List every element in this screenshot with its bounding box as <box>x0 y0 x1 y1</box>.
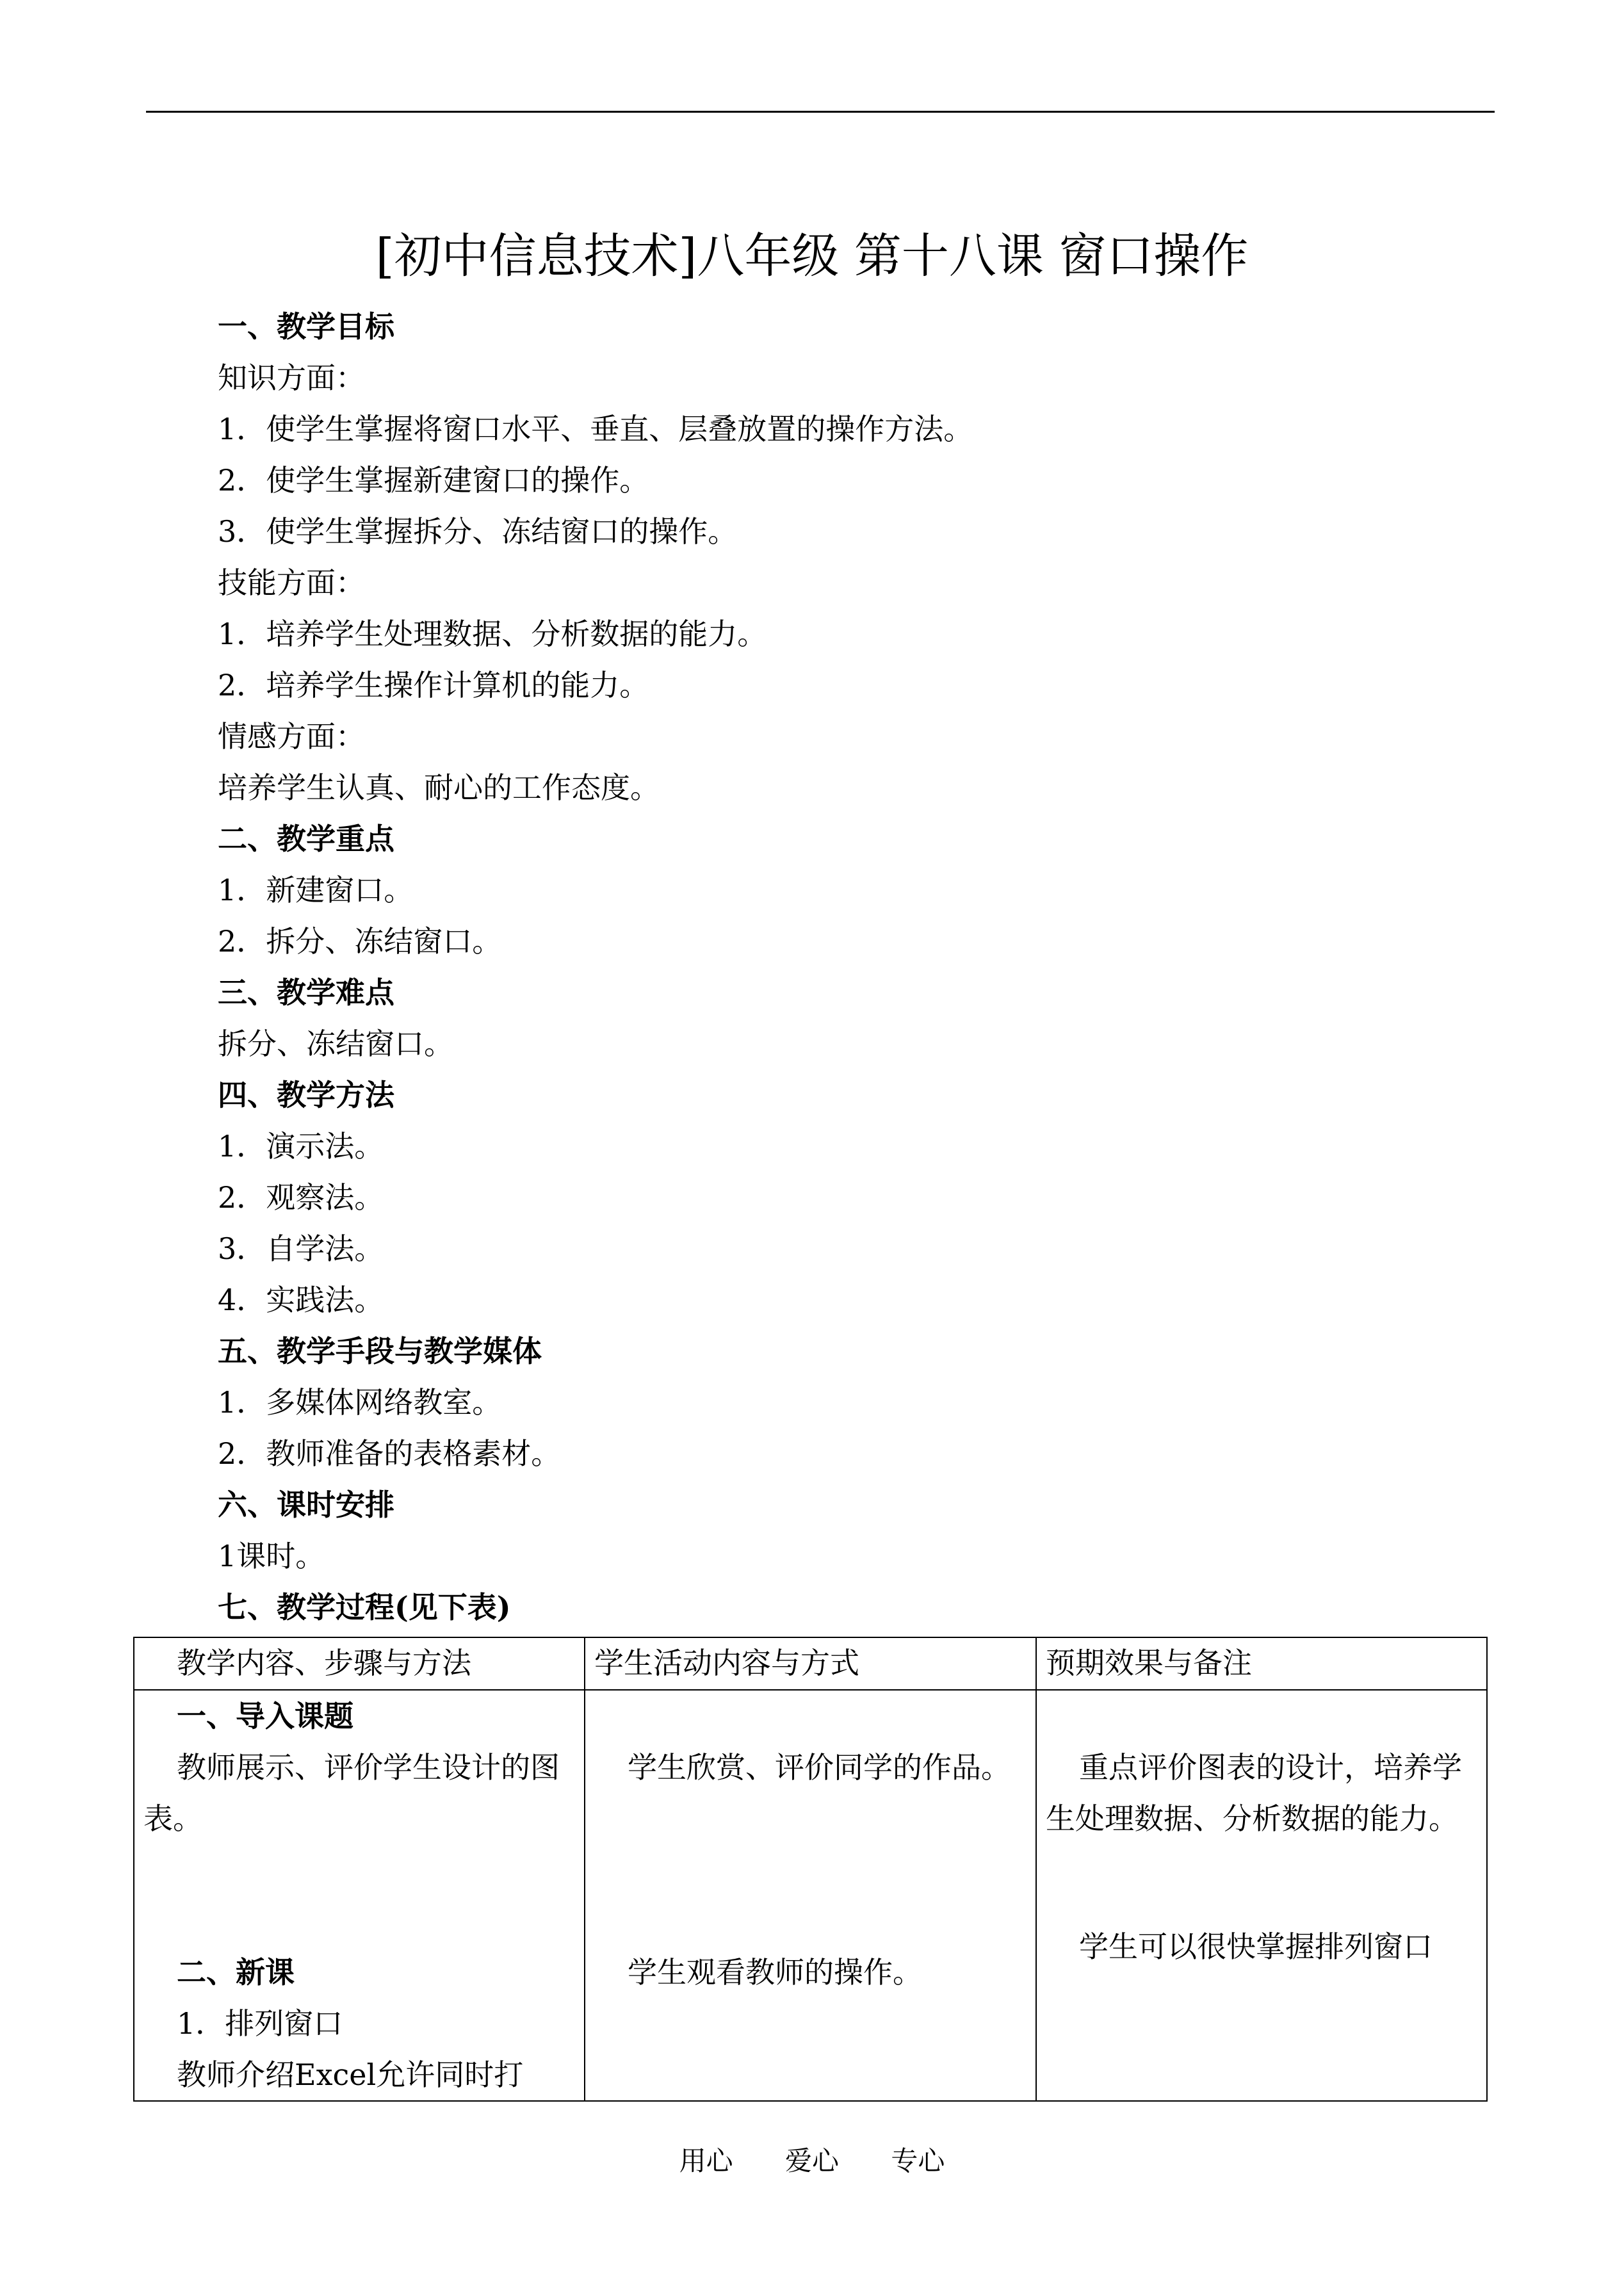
body-line: 4．实践法。 <box>218 1283 384 1317</box>
footer-word: 爱心 <box>784 2145 839 2177</box>
document-body <box>218 301 1498 1633</box>
cell-text: 重点评价图表的设计，培养学生处理数据、分析数据的能力。 <box>1046 1750 1462 1836</box>
body-line: 2．观察法。 <box>218 1180 384 1215</box>
cell-text: 学生欣赏、评价同学的作品。 <box>628 1750 1011 1785</box>
body-line: 2．教师准备的表格素材。 <box>218 1436 561 1471</box>
table-header-cell: 教学内容、步骤与方法 <box>134 1637 585 1690</box>
table-header-row <box>134 1637 1487 1690</box>
body-line: 2．培养学生操作计算机的能力。 <box>218 668 649 702</box>
cell-text: 1．排列窗口 <box>177 2006 343 2041</box>
page-footer <box>0 2142 1624 2180</box>
table-header-cell: 学生活动内容与方式 <box>585 1637 1036 1690</box>
body-line: 1．演示法。 <box>218 1129 384 1164</box>
section-heading: 三、教学难点 <box>218 975 394 1010</box>
table-cell-student-activity <box>585 1690 1036 2101</box>
table-cell-content-steps <box>134 1690 585 2101</box>
body-line: 2．拆分、冻结窗口。 <box>218 924 502 959</box>
section-heading: 七、教学过程(见下表) <box>218 1590 511 1625</box>
section-heading: 二、教学重点 <box>218 822 394 856</box>
cell-text: 学生可以很快掌握排列窗口 <box>1079 1929 1433 1964</box>
body-line: 1．新建窗口。 <box>218 873 414 907</box>
body-line: 培养学生认真、耐心的工作态度。 <box>218 770 660 805</box>
section-heading: 六、课时安排 <box>218 1488 394 1522</box>
header-rule <box>146 111 1495 113</box>
section-heading: 四、教学方法 <box>218 1078 394 1112</box>
teaching-process-table <box>133 1637 1488 2102</box>
body-line: 情感方面： <box>218 719 365 754</box>
section-heading: 二、新课 <box>177 1955 295 1990</box>
footer-word: 专心 <box>891 2145 945 2177</box>
section-heading: 五、教学手段与教学媒体 <box>218 1334 542 1368</box>
cell-text: 学生观看教师的操作。 <box>628 1955 922 1990</box>
section-heading: 一、教学目标 <box>218 309 394 344</box>
body-line: 2．使学生掌握新建窗口的操作。 <box>218 463 649 498</box>
cell-text: 教师展示、评价学生设计的图表。 <box>143 1750 560 1836</box>
body-line: 1．使学生掌握将窗口水平、垂直、层叠放置的操作方法。 <box>218 412 973 446</box>
body-line: 3．自学法。 <box>218 1231 384 1266</box>
footer-word: 用心 <box>679 2145 733 2177</box>
table-cell-expected-effect <box>1036 1690 1487 2101</box>
body-line: 拆分、冻结窗口。 <box>218 1026 453 1061</box>
body-line: 1课时。 <box>218 1539 325 1573</box>
cell-text: 教师介绍Excel允许同时打 <box>177 2057 524 2092</box>
body-line: 1．培养学生处理数据、分析数据的能力。 <box>218 617 767 651</box>
document-title: [初中信息技术]八年级 第十八课 窗口操作 <box>375 229 1249 284</box>
section-heading: 一、导入课题 <box>177 1699 353 1733</box>
table-row <box>134 1690 1487 2101</box>
body-line: 技能方面： <box>218 565 365 600</box>
table-header-cell: 预期效果与备注 <box>1036 1637 1487 1690</box>
body-line: 3．使学生掌握拆分、冻结窗口的操作。 <box>218 514 738 549</box>
body-line: 知识方面： <box>218 361 365 395</box>
body-line: 1．多媒体网络教室。 <box>218 1385 502 1420</box>
